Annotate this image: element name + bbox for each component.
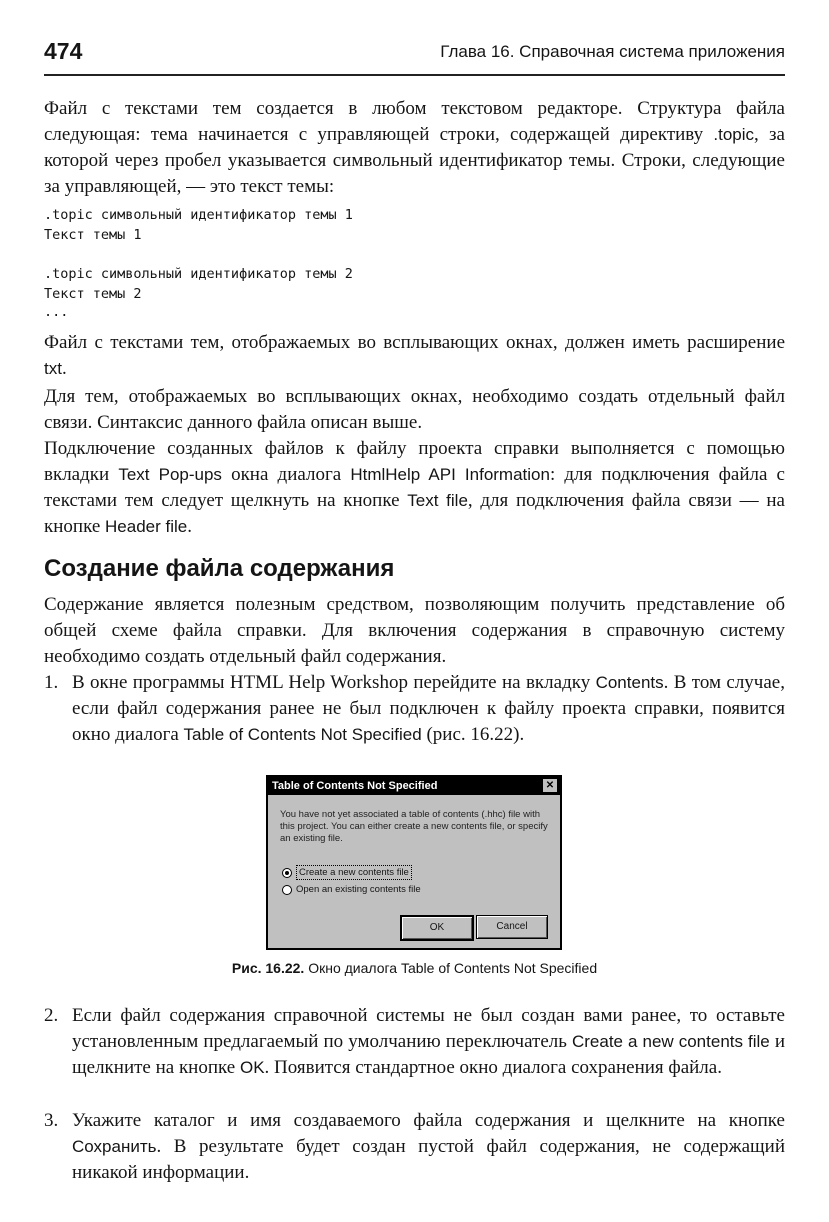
radio-selected-icon bbox=[282, 868, 292, 878]
dialog-message: You have not yet associated a table of contents (.hhc) file with this project. You can either create a new contents file, or specify an existing file. bbox=[280, 809, 548, 844]
dialog-title: Table of Contents Not Specified bbox=[272, 780, 438, 792]
code-line: .topic символьный идентификатор темы 1 bbox=[44, 207, 353, 223]
code-line: Текст темы 2 bbox=[44, 286, 142, 302]
inline-code: HtmlHelp API Information bbox=[350, 465, 550, 484]
text: . bbox=[187, 516, 192, 537]
code-line: .topic символьный идентификатор темы 2 bbox=[44, 266, 353, 282]
text: Файл с текстами тем создается в любом текстовом редакторе. Структура файла следующая: тема начинается с управляющей строки, содержащей директиву bbox=[44, 98, 785, 145]
close-icon[interactable]: ✕ bbox=[543, 779, 557, 792]
inline-code: Text Pop-ups bbox=[118, 465, 222, 484]
dialog-screenshot bbox=[266, 775, 562, 950]
list-text bbox=[72, 670, 785, 748]
text: . В результате будет создан пустой файл содержания, не содержащий никакой информации. bbox=[72, 1136, 785, 1183]
inline-code: Table of Contents Not Specified bbox=[183, 725, 422, 744]
radio-open-existing[interactable] bbox=[282, 883, 421, 896]
inline-code: Сохранить bbox=[72, 1137, 157, 1156]
paragraph-extension bbox=[44, 330, 785, 382]
inline-code: .topic bbox=[713, 125, 755, 144]
caption-text: Окно диалога Table of Contents Not Specified bbox=[304, 960, 598, 976]
ok-button[interactable]: OK bbox=[400, 915, 474, 941]
text: . bbox=[61, 358, 67, 379]
inline-code: Contents bbox=[595, 673, 664, 692]
radio-create-new[interactable] bbox=[282, 865, 412, 880]
dialog-titlebar bbox=[268, 777, 560, 795]
list-text bbox=[72, 1003, 785, 1081]
figure-caption bbox=[0, 960, 829, 976]
text: : для подключения файла с текстами тем следует щелкнуть на кнопке bbox=[44, 464, 785, 511]
text: окна диалога bbox=[221, 464, 351, 485]
radio-label: Create a new contents file bbox=[296, 865, 412, 880]
caption-label: Рис. 16.22. bbox=[231, 960, 305, 976]
text: . В том случае, если файл содержания ранее не был подключен к файлу проекта справки, появится окно диалога bbox=[72, 672, 785, 745]
running-title: Глава 16. Справочная система приложения bbox=[440, 42, 785, 61]
inline-code: Text file bbox=[407, 491, 468, 510]
list-text bbox=[72, 1108, 785, 1186]
code-line: ... bbox=[44, 304, 69, 320]
code-line: Текст темы 1 bbox=[44, 227, 142, 243]
text: Если файл содержания справочной системы не был создан вами ранее, то оставьте установленным предлагаемый по умолчанию переключатель bbox=[72, 1005, 785, 1052]
cancel-button[interactable]: Cancel bbox=[476, 915, 548, 939]
radio-icon bbox=[282, 885, 292, 895]
list-item bbox=[44, 1003, 785, 1081]
list-number: 1. bbox=[44, 672, 59, 693]
list-item bbox=[44, 1108, 785, 1186]
inline-code: OK bbox=[239, 1058, 265, 1077]
page-number: 474 bbox=[44, 38, 83, 64]
paragraph-topic-file bbox=[44, 96, 785, 200]
list-number: 2. bbox=[44, 1005, 59, 1026]
page-header bbox=[44, 38, 785, 76]
inline-code: Create a new contents file bbox=[571, 1032, 770, 1051]
radio-label: Open an existing contents file bbox=[296, 884, 421, 895]
text: Файл с текстами тем, отображаемых во всплывающих окнах, должен иметь расширение bbox=[44, 332, 785, 353]
section-heading: Создание файла содержания bbox=[44, 555, 395, 582]
text: Укажите каталог и имя создаваемого файла содержания и щелкните на кнопке bbox=[72, 1110, 785, 1131]
text: , для подключения файла связи — на кнопке bbox=[44, 490, 785, 537]
text: В окне программы HTML Help Workshop перейдите на вкладку bbox=[72, 672, 596, 693]
text: (рис. 16.22). bbox=[421, 724, 525, 745]
paragraph-link-file: Для тем, отображаемых во всплывающих окнах, необходимо создать отдельный файл связи. Синтаксис данного файла описан выше. bbox=[44, 386, 785, 433]
paragraph-connect bbox=[44, 436, 785, 540]
paragraph-contents-intro: Содержание является полезным средством, позволяющим получить представление об общей схеме файла справки. Для включения содержания в справочную систему необходимо создать отдельный файл содержания. bbox=[44, 594, 785, 667]
inline-code: Header file bbox=[105, 517, 188, 536]
text: и щелкните на кнопке bbox=[72, 1031, 785, 1078]
text: Подключение созданных файлов к файлу проекта справки выполняется с помощью вкладки bbox=[44, 438, 785, 485]
text: . Появится стандартное окно диалога сохранения файла. bbox=[264, 1057, 722, 1078]
text: , за которой через пробел указывается символьный идентификатор темы. Строки, следующие за управляющей, — это текст темы: bbox=[44, 124, 785, 197]
inline-code: txt bbox=[44, 359, 62, 378]
list-number: 3. bbox=[44, 1110, 59, 1131]
list-item bbox=[44, 670, 785, 748]
